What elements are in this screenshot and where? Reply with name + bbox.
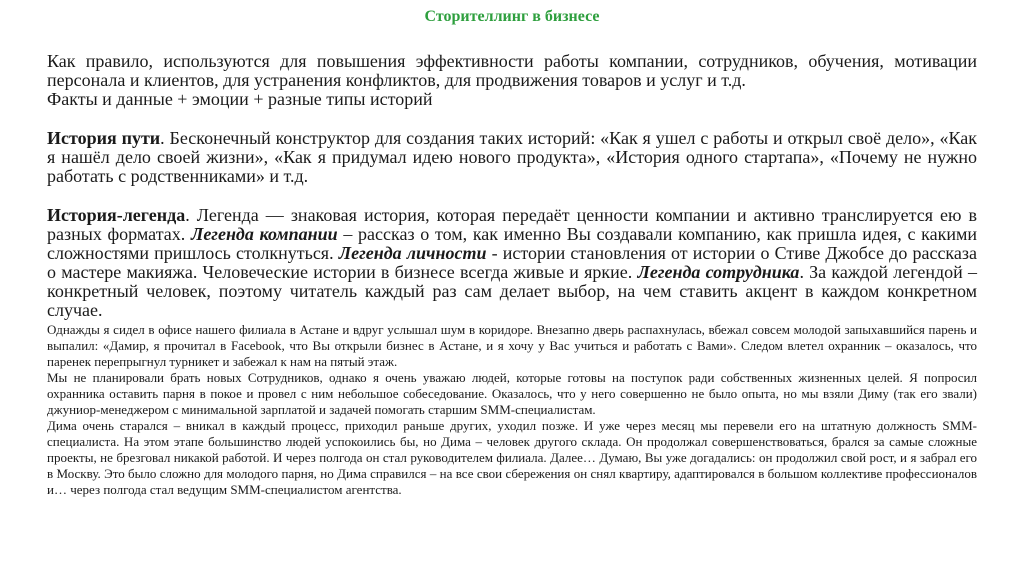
intro-formula: Факты и данные + эмоции + разные типы историй — [47, 89, 433, 109]
company-legend-label: Легенда компании — [190, 224, 338, 244]
employee-legend-label: Легенда сотрудника — [637, 262, 800, 282]
example-paragraph-3: Дима очень старался – вникал в каждый процесс, приходил раньше других, уходил позже. И уже через месяц мы перевели его на штатную должность SMM-специалиста. На этом этапе большинство людей успокоились бы, но Дима – человек другого склада. Он продолжал совершенствоваться, брался за самые сложные проекты, не брезговал никакой работой. И через полгода он стал руководителем филиала. Далее… Думаю, Вы уже догадались: он продолжил свой рост, и я забрал его в Москву. Это было сложно для молодого парня, но Дима справился – на все свои сбережения он снял квартиру, адаптировался в большом коллективе профессионалов и… через полгода стал ведущим SMM-специалистом агентства. — [47, 418, 977, 497]
example-paragraph-1: Однажды я сидел в офисе нашего филиала в Астане и вдруг услышал шум в коридоре. Внезапно дверь распахнулась, вбежал совсем молодой запыхавшийся парень и выпалил: «Дамир, я прочитал в Facebook, что Вы открыли бизнес в Астане, и я хочу у Вас учиться и работать с Вами». Следом влетел охранник – оказалось, что паренек перепрыгнул турникет и забежал к нам на пятый этаж. — [47, 322, 977, 369]
legend-story-label: История-легенда — [47, 205, 186, 225]
legend-story-paragraph — [47, 206, 977, 320]
example-paragraph-2: Мы не планировали брать новых Сотрудников, однако я очень уважаю людей, которые готовы на поступок ради собственных жизненных целей. Я попросил охранника оставить парня в покое и провел с ним небольшое собеседование. Оказалось, что у него совершенно не было опыта, но мы взяли Диму (так его звали) джуниор-менеджером с минимальной зарплатой и задачей помогать старшим SMM-специалистам. — [47, 370, 977, 417]
spacer — [47, 109, 977, 129]
spacer — [47, 186, 977, 206]
path-story-label: История пути — [47, 128, 161, 148]
path-story-text: . Бесконечный конструктор для создания таких историй: «Как я ушел с работы и открыл своё дело», «Как я нашёл дело своей жизни», «Как я придумал идею нового продукта», «История одного стартапа», «Почему не нужно работать с родственниками» и т.д. — [47, 128, 977, 186]
slide-title: Сторителлинг в бизнесе — [424, 8, 600, 25]
path-story-paragraph — [47, 129, 977, 186]
intro-paragraph: Как правило, используются для повышения эффективности работы компании, сотрудников, обучения, мотивации персонала и клиентов, для устранения конфликтов, для продвижения товаров и услуг и т.д. — [47, 51, 977, 90]
company-legend-text: – рассказ о том, как именно Вы создавали компанию, как пришла идея, с какими сложностями пришлось столкнуться. — [47, 224, 977, 263]
slide-content — [47, 52, 977, 498]
legend-story-text: . Легенда — знаковая история, которая передаёт ценности компании и активно транслируется ею в разных форматах. — [47, 205, 977, 244]
personal-legend-label: Легенда личности — [338, 243, 487, 263]
employee-legend-text: . За каждой легендой – конкретный человек, поэтому читатель каждый раз сам делает выбор, на чем ставить акцент в каждом конкретном случае. — [47, 262, 977, 320]
personal-legend-text: - истории становления от истории о Стиве Джобсе до рассказа о мастере макияжа. Человеческие истории в бизнесе всегда живые и яркие. — [47, 243, 977, 282]
